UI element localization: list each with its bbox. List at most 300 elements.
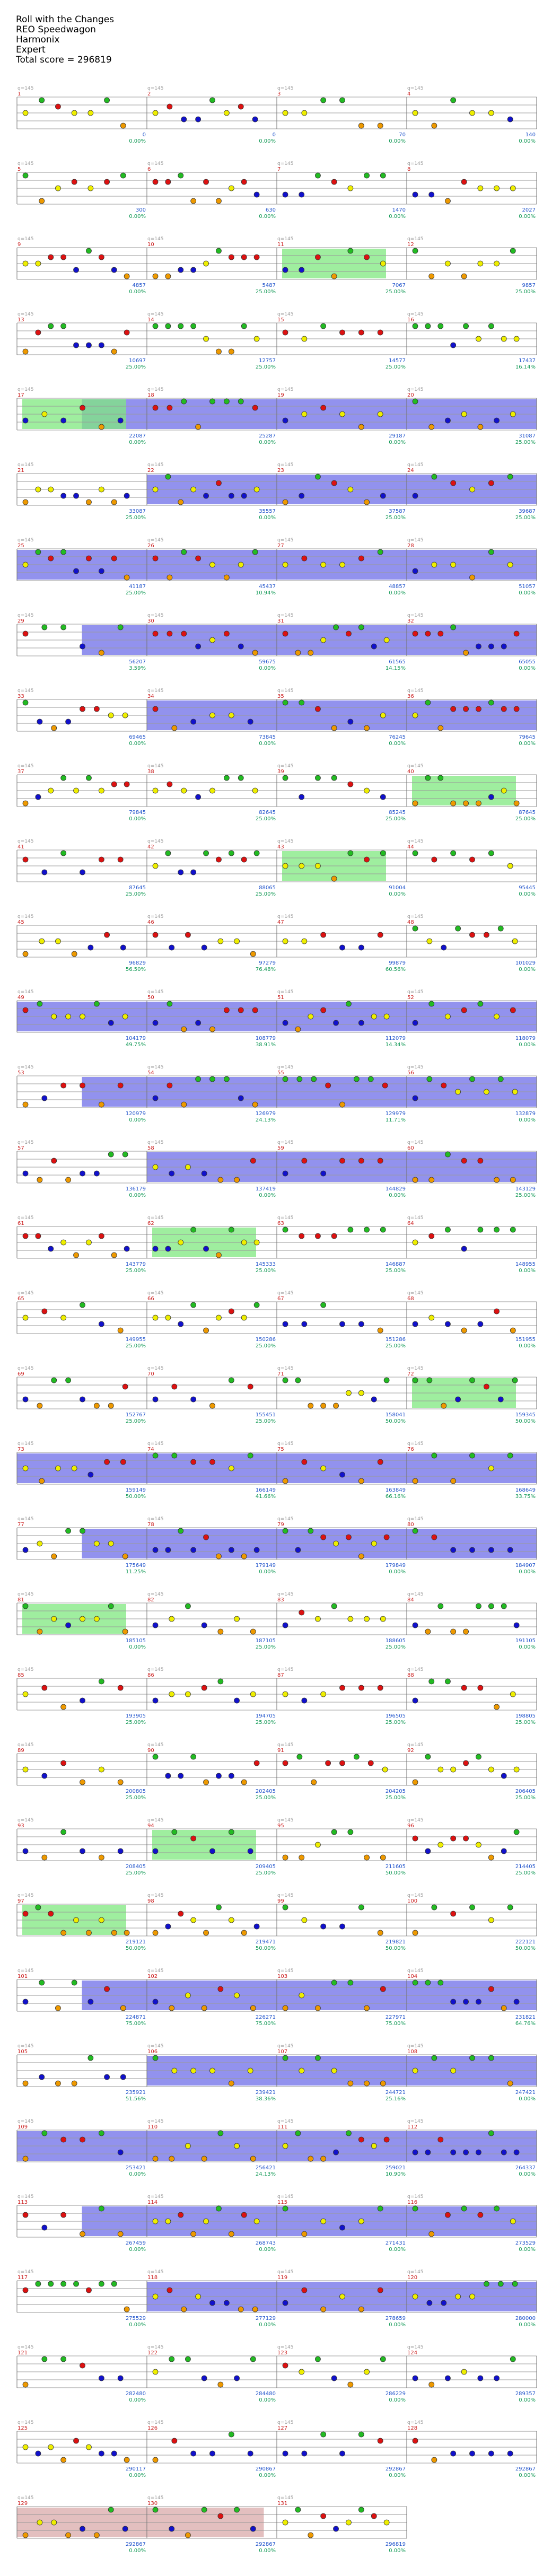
blue-gem [488,794,494,800]
yellow-gem [74,788,79,793]
tempo-label: q=145 [17,236,34,242]
red-gem [358,330,364,335]
measure-number: 122 [147,2350,158,2356]
measure-number: 55 [277,1070,284,1076]
green-gem [37,1001,42,1006]
green-gem [23,173,28,178]
measure-number: 50 [147,995,154,1001]
yellow-gem [380,261,386,266]
measure-percent: 16.14% [515,364,536,370]
green-gem [229,1378,234,1383]
red-gem [48,556,54,561]
orange-gem [463,650,469,655]
orange-gem [488,1855,494,1860]
green-gem [295,1378,301,1383]
blue-gem [99,2376,104,2381]
blue-gem [118,2376,123,2381]
orange-gem [169,2005,174,2011]
measure-score: 214405 [515,1864,536,1870]
green-gem [321,323,326,329]
measure-number: 21 [17,468,24,474]
measure-score: 70 [399,132,406,138]
measure-number: 59 [277,1145,284,1151]
yellow-gem [99,487,104,492]
red-gem [241,255,247,260]
red-gem [378,1685,383,1690]
yellow-gem [234,1993,240,1998]
yellow-gem [484,1089,489,1094]
orange-gem [181,1102,187,1107]
red-gem [384,2137,389,2142]
yellow-gem [185,1164,190,1170]
green-gem [297,1076,302,1082]
measure-number: 32 [407,618,414,624]
measure-percent: 50.00% [515,1418,536,1424]
orange-gem [283,500,288,505]
green-gem [308,1528,313,1534]
yellow-gem [55,939,60,944]
red-gem [153,706,158,712]
tempo-label: q=145 [147,2345,164,2350]
blue-gem [445,1321,450,1327]
green-gem [196,1076,201,1082]
red-gem [99,857,104,862]
tempo-label: q=145 [407,462,424,468]
green-gem [425,775,431,781]
green-gem [488,2131,494,2136]
red-gem [445,2212,450,2218]
yellow-gem [283,863,288,869]
blue-gem [120,2074,126,2080]
green-gem [354,1754,359,1759]
blue-gem [451,2150,456,2155]
red-gem [358,1685,364,1690]
measure-percent: 0.00% [519,1042,536,1048]
measure-number: 70 [147,1371,154,1377]
measure-score: 137419 [255,1186,276,1192]
orange-gem [380,1855,386,1860]
blue-gem [210,1848,215,1854]
red-gem [364,255,370,260]
measure-number: 8 [407,167,411,172]
measure-percent: 25.00% [515,1193,536,1198]
measure-number: 25 [17,543,24,549]
yellow-gem [283,939,288,944]
measure-score: 37587 [389,509,406,514]
measure-percent: 51.56% [125,2096,146,2102]
red-gem [229,255,234,260]
yellow-gem [358,2219,364,2224]
yellow-gem [252,788,258,793]
red-gem [23,857,28,862]
red-gem [120,1459,126,1465]
measure-score: 82645 [259,810,276,816]
yellow-gem [321,2219,326,2224]
red-gem [191,1836,196,1841]
measure-percent: 0.00% [389,2247,406,2253]
orange-gem [252,1102,258,1107]
green-gem [438,1604,443,1609]
measure-score: 271431 [385,2240,406,2246]
yellow-gem [348,186,353,191]
measure-number: 119 [277,2275,288,2281]
measure-percent: 60.56% [385,967,406,972]
green-gem [99,2131,104,2136]
measure-percent: 0.00% [519,2096,536,2102]
blue-gem [178,1773,183,1778]
orange-gem [241,1554,247,1559]
blue-gem [331,2376,337,2381]
measure-percent: 0.00% [129,741,146,747]
orange-gem [86,1930,91,1935]
red-gem [167,2288,172,2293]
blue-gem [340,1472,345,1477]
tempo-label: q=145 [407,1441,424,1447]
orange-gem [210,1403,215,1408]
tempo-label: q=145 [277,1893,294,1898]
green-gem [61,323,66,329]
yellow-gem [413,2068,418,2073]
blue-gem [441,2300,446,2306]
measure-percent: 50.00% [125,1946,146,1951]
blue-gem [425,2150,431,2155]
measure-score: 196505 [385,1713,406,1719]
orange-gem [72,2081,77,2086]
red-gem [441,1083,446,1088]
tempo-label: q=145 [277,1140,294,1145]
blue-gem [191,1547,196,1553]
orange-gem [61,1704,66,1710]
green-gem [120,173,126,178]
green-gem [216,2206,221,2211]
tempo-label: q=145 [277,764,294,769]
green-gem [283,1528,288,1534]
measure-number: 28 [407,543,414,549]
yellow-gem [122,1014,128,1019]
blue-gem [99,1321,104,1327]
tempo-label: q=145 [17,1065,34,1070]
orange-gem [23,2156,28,2161]
tempo-label: q=145 [407,2044,424,2049]
measure-score: 277129 [255,2316,276,2321]
yellow-gem [23,562,28,567]
measure-number: 130 [147,2501,158,2507]
blue-gem [371,1397,376,1402]
measure-percent: 25.00% [125,515,146,521]
blue-gem [470,2451,475,2456]
blue-gem [153,1547,158,1553]
red-gem [61,2137,66,2142]
red-gem [229,1309,234,1314]
red-gem [118,1685,123,1690]
orange-gem [501,2005,506,2011]
blue-gem [461,1246,467,1251]
red-gem [484,932,489,937]
blue-gem [451,2451,456,2456]
measure-number: 127 [277,2425,288,2431]
green-gem [234,2507,240,2512]
green-gem [224,1076,229,1082]
measure-percent: 49.75% [125,1042,146,1048]
red-gem [61,1760,66,1766]
measure-score: 282480 [125,2391,146,2397]
blue-gem [463,2150,469,2155]
red-gem [104,1459,110,1465]
measure-number: 30 [147,618,154,624]
red-gem [254,1760,259,1766]
blue-gem [413,1698,418,1703]
yellow-gem [432,562,437,567]
red-gem [432,1535,437,1540]
measure-score: 264337 [515,2165,536,2171]
measure-percent: 25.00% [385,1268,406,1274]
measure-number: 124 [407,2350,418,2356]
measure-score: 235921 [125,2090,146,2096]
yellow-gem [254,1240,259,1245]
tempo-label: q=145 [17,1893,34,1898]
red-gem [204,1535,209,1540]
blue-gem [74,493,79,498]
measure-score: 17437 [519,358,536,364]
measure-percent: 25.00% [385,816,406,822]
measure-number: 99 [277,1898,284,1904]
measure-percent: 0.00% [519,214,536,220]
measure-score: 292867 [385,2466,406,2472]
red-gem [382,1083,388,1088]
blue-gem [380,794,386,800]
measure-percent: 0.00% [259,440,276,445]
measure-score: 35557 [259,509,276,514]
tempo-label: q=145 [17,1517,34,1522]
yellow-gem [451,562,456,567]
orange-gem [122,1629,128,1634]
green-gem [478,1227,483,1232]
measure-number: 15 [277,317,284,323]
tempo-label: q=145 [277,1818,294,1823]
tempo-label: q=145 [17,1366,34,1371]
green-gem [61,2281,66,2286]
orange-gem [432,2457,437,2463]
green-gem [108,2507,113,2512]
green-gem [488,700,494,705]
orange-gem [250,2156,256,2161]
red-gem [204,179,209,185]
tempo-label: q=145 [277,914,294,919]
green-gem [283,2055,288,2061]
tempo-label: q=145 [147,387,164,392]
green-gem [501,1604,506,1609]
measure-score: 45437 [259,584,276,590]
yellow-gem [358,1390,364,1396]
green-gem [432,1453,437,1458]
measure-score: 5487 [262,283,276,288]
green-gem [432,1905,437,1910]
measure-percent: 25.00% [255,1870,276,1876]
orange-gem [99,650,104,655]
orange-gem [470,575,475,580]
yellow-gem [229,186,234,191]
green-gem [61,775,66,781]
red-gem [48,255,54,260]
tempo-label: q=145 [17,2044,34,2049]
measure-number: 49 [17,995,24,1001]
blue-gem [451,343,456,348]
orange-gem [111,1930,117,1935]
blue-gem [470,1547,475,1553]
tempo-label: q=145 [17,1742,34,1748]
orange-gem [331,725,337,731]
measure-percent: 50.00% [255,1946,276,1951]
yellow-gem [384,1014,389,1019]
measure-score: 290117 [125,2466,146,2472]
measure-percent: 50.00% [385,1418,406,1424]
measure-percent: 0.00% [259,515,276,521]
measure-number: 128 [407,2425,418,2431]
yellow-gem [413,1240,418,1245]
yellow-gem [302,939,307,944]
orange-gem [364,2005,370,2011]
yellow-gem [94,1616,99,1622]
measure-score: 1470 [392,207,406,213]
red-gem [368,1760,373,1766]
green-gem [104,98,110,103]
red-gem [461,1158,467,1163]
tempo-label: q=145 [147,312,164,317]
yellow-gem [514,336,519,341]
blue-gem [80,2526,85,2531]
yellow-gem [48,788,54,793]
orange-gem [425,1629,431,1634]
tempo-label: q=145 [407,1818,424,1823]
yellow-gem [346,2520,351,2525]
green-gem [229,1227,234,1232]
measure-score: 87645 [129,885,146,891]
measure-number: 14 [147,317,154,323]
green-gem [478,1001,483,1006]
measure-number: 131 [277,2501,288,2507]
red-gem [463,1836,469,1841]
measure-score: 91004 [389,885,406,891]
red-gem [254,255,259,260]
measure-percent: 0.00% [519,2247,536,2253]
green-gem [510,2356,515,2362]
measure-score: 96829 [129,960,146,966]
yellow-gem [378,411,383,417]
orange-gem [202,2005,207,2011]
measure-percent: 25.00% [515,440,536,445]
orange-gem [364,500,370,505]
orange-gem [461,1328,467,1333]
yellow-gem [51,2520,57,2525]
yellow-gem [283,2520,288,2525]
green-gem [476,1754,481,1759]
measure-number: 65 [17,1296,24,1302]
blue-gem [456,1397,461,1402]
red-gem [23,2288,28,2293]
measure-number: 2 [147,91,151,97]
yellow-gem [86,1240,91,1245]
green-gem [498,2281,503,2286]
red-gem [331,480,337,486]
orange-gem [61,1930,66,1935]
blue-gem [334,2150,339,2155]
green-gem [153,2507,158,2512]
red-gem [302,1158,307,1163]
red-gem [218,2513,223,2519]
yellow-gem [346,1390,351,1396]
measure-score: 118079 [515,1036,536,1041]
green-gem [238,399,243,404]
tempo-label: q=145 [17,914,34,919]
yellow-gem [315,863,320,869]
green-gem [167,1001,172,1006]
measure-percent: 25.00% [125,891,146,897]
measure-percent: 25.00% [255,1644,276,1650]
yellow-gem [283,2143,288,2149]
blue-gem [413,1623,418,1628]
measure-score: 76245 [389,734,406,740]
orange-gem [413,1930,418,1935]
measure-number: 95 [277,1823,284,1829]
blue-gem [108,1020,113,1026]
blue-gem [165,1773,171,1778]
measure-number: 22 [147,468,154,474]
tempo-label: q=145 [147,86,164,91]
green-gem [384,1378,389,1383]
measure-score: 79645 [519,734,536,740]
yellow-gem [238,562,243,567]
blue-gem [358,945,364,950]
yellow-gem [371,2143,376,2149]
measure-score: 145333 [255,1261,276,1267]
green-gem [88,2055,93,2061]
green-gem [494,2206,500,2211]
tempo-label: q=145 [407,1592,424,1597]
red-gem [224,631,229,636]
red-gem [72,179,77,185]
orange-gem [55,2005,60,2011]
blue-gem [153,1698,158,1703]
green-gem [413,926,418,931]
yellow-gem [185,2143,190,2149]
orange-gem [216,1554,221,1559]
measure-percent: 25.00% [125,1418,146,1424]
tempo-label: q=145 [17,764,34,769]
yellow-gem [488,1466,494,1471]
yellow-gem [234,2143,240,2149]
green-gem [315,474,320,479]
measure-percent: 0.00% [519,2397,536,2403]
blue-gem [413,1096,418,1101]
green-gem [191,1302,196,1308]
green-gem [61,2356,66,2362]
tempo-label: q=145 [17,538,34,543]
blue-gem [340,2451,345,2456]
measure-number: 19 [277,392,284,398]
red-gem [167,1083,172,1088]
measure-number: 71 [277,1371,284,1377]
green-gem [283,1076,288,1082]
measure-percent: 64.76% [515,2021,536,2027]
red-gem [478,1685,483,1690]
orange-gem [429,1177,434,1182]
measure-score: 149955 [125,1337,146,1343]
measure-number: 107 [277,2049,288,2055]
measure-percent: 11.25% [125,1569,146,1575]
red-gem [299,1233,304,1239]
blue-gem [476,2150,481,2155]
blue-gem [118,418,123,423]
